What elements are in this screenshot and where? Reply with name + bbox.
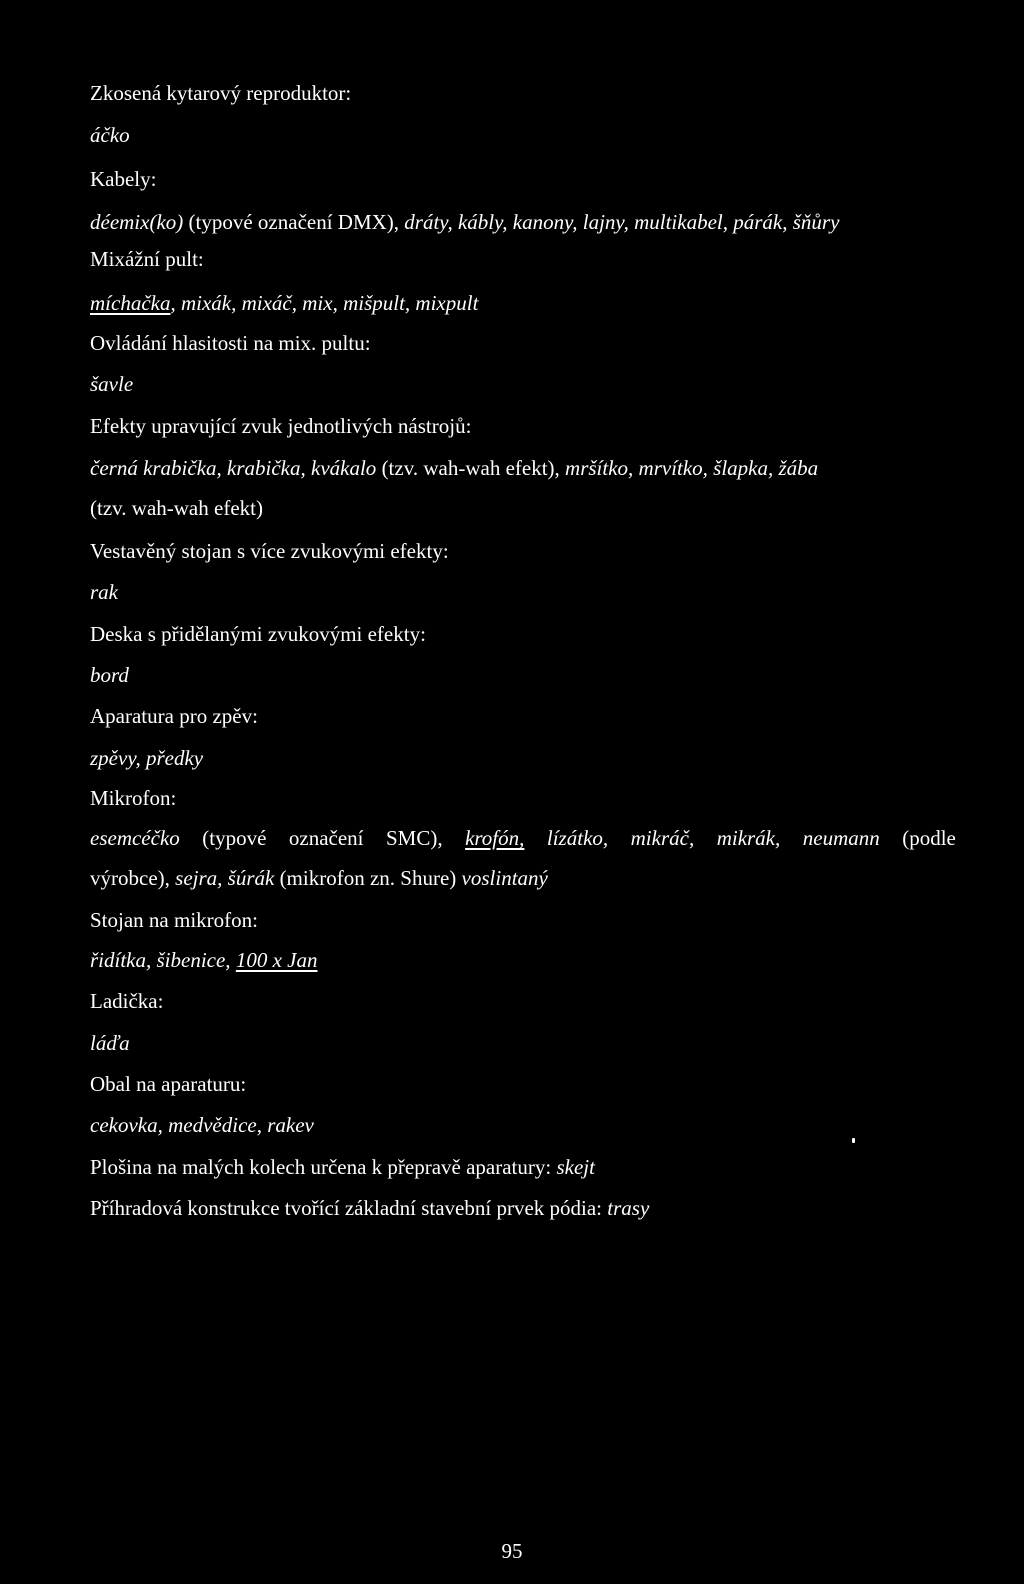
terms-aparatura-zpev: zpěvy, předky — [90, 746, 204, 770]
terms-deska: bord — [90, 663, 129, 687]
mikrofon-word-9: neumann — [802, 826, 880, 850]
mikrofon-word-10: (podle — [902, 826, 956, 850]
plosina-line — [90, 1154, 595, 1180]
heading-prihradova: Příhradová konstrukce tvořící základní stavební prvek pódia: — [90, 1196, 608, 1220]
kabely-term-1: déemix(ko) — [90, 210, 184, 234]
stray-mark — [852, 1138, 855, 1143]
heading-obal: Obal na aparaturu: — [90, 1072, 247, 1096]
prihradova-line — [90, 1195, 649, 1221]
mikrofon-word-4: SMC), — [386, 826, 443, 850]
terms-mikrofon-line-2 — [90, 865, 548, 891]
heading-efekty: Efekty upravující zvuk jednotlivých nástrojů: — [90, 414, 472, 438]
mikrofon-word-3: označení — [288, 826, 364, 850]
efekty-term-2: mršítko, mrvítko, šlapka, žába — [565, 456, 819, 480]
heading-reproduktor: Zkosená kytarový reproduktor: — [90, 81, 352, 105]
mikrofon-word-8: mikrák, — [716, 826, 781, 850]
mikrofon-term-1: sejra, šúrák — [175, 866, 275, 890]
mikrofon-term-2: voslintaný — [461, 866, 548, 890]
kabely-note-1: (typové označení DMX), — [183, 210, 405, 234]
terms-ovladani: šavle — [90, 372, 134, 396]
terms-mixazni-pult — [90, 290, 478, 316]
terms-ladicka: láďa — [90, 1031, 130, 1055]
heading-ovladani: Ovládání hlasitosti na mix. pultu: — [90, 331, 371, 355]
heading-plosina: Plošina na malých kolech určena k přepravě aparatury: — [90, 1155, 557, 1179]
page-number: 95 — [501, 1539, 523, 1563]
terms-stojan-efekty: rak — [90, 580, 118, 604]
heading-mixazni-pult: Mixážní pult: — [90, 247, 204, 271]
mikrofon-note-2: (mikrofon zn. Shure) — [274, 866, 462, 890]
mikrofon-word-6: lízátko, — [546, 826, 609, 850]
mikrofon-word-5: krofón, — [465, 826, 525, 850]
mixazni-pult-term-2: , mixák, mixáč, mix, mišpult, mixpult — [170, 291, 479, 315]
heading-mikrofon: Mikrofon: — [90, 786, 177, 810]
mikrofon-word-7: mikráč, — [630, 826, 695, 850]
terms-stojan-mikrofon — [90, 947, 317, 973]
efekty-term-1: černá krabička, krabička, kvákalo — [90, 456, 377, 480]
stojan-mikrofon-term-2: 100 x Jan — [235, 948, 318, 972]
heading-aparatura-zpev: Aparatura pro zpěv: — [90, 704, 258, 728]
terms-plosina: skejt — [556, 1155, 595, 1179]
efekty-note-1: (tzv. wah-wah efekt), — [376, 456, 566, 480]
mikrofon-word-2: (typové — [202, 826, 267, 850]
terms-reproduktor: áčko — [90, 123, 130, 147]
mikrofon-word-1: esemcéčko — [90, 826, 180, 850]
heading-deska: Deska s přidělanými zvukovými efekty: — [90, 622, 426, 646]
heading-stojan-mikrofon: Stojan na mikrofon: — [90, 908, 258, 932]
heading-ladicka: Ladička: — [90, 989, 164, 1013]
efekty-note-2: (tzv. wah-wah efekt) — [90, 496, 263, 520]
mikrofon-note-1: výrobce), — [90, 866, 176, 890]
kabely-term-2: dráty, kábly, kanony, lajny, multikabel, párák, šňůry — [404, 210, 840, 234]
terms-prihradova: trasy — [607, 1196, 650, 1220]
terms-efekty — [90, 455, 818, 481]
stojan-mikrofon-term-1: řidítka, šibenice, — [90, 948, 236, 972]
terms-mikrofon-line-1 — [90, 825, 956, 851]
terms-kabely — [90, 209, 839, 235]
heading-kabely: Kabely: — [90, 167, 157, 191]
heading-stojan-efekty: Vestavěný stojan s více zvukovými efekty: — [90, 539, 449, 563]
mixazni-pult-term-1: míchačka — [90, 291, 171, 315]
terms-obal: cekovka, medvědice, rakev — [90, 1113, 314, 1137]
